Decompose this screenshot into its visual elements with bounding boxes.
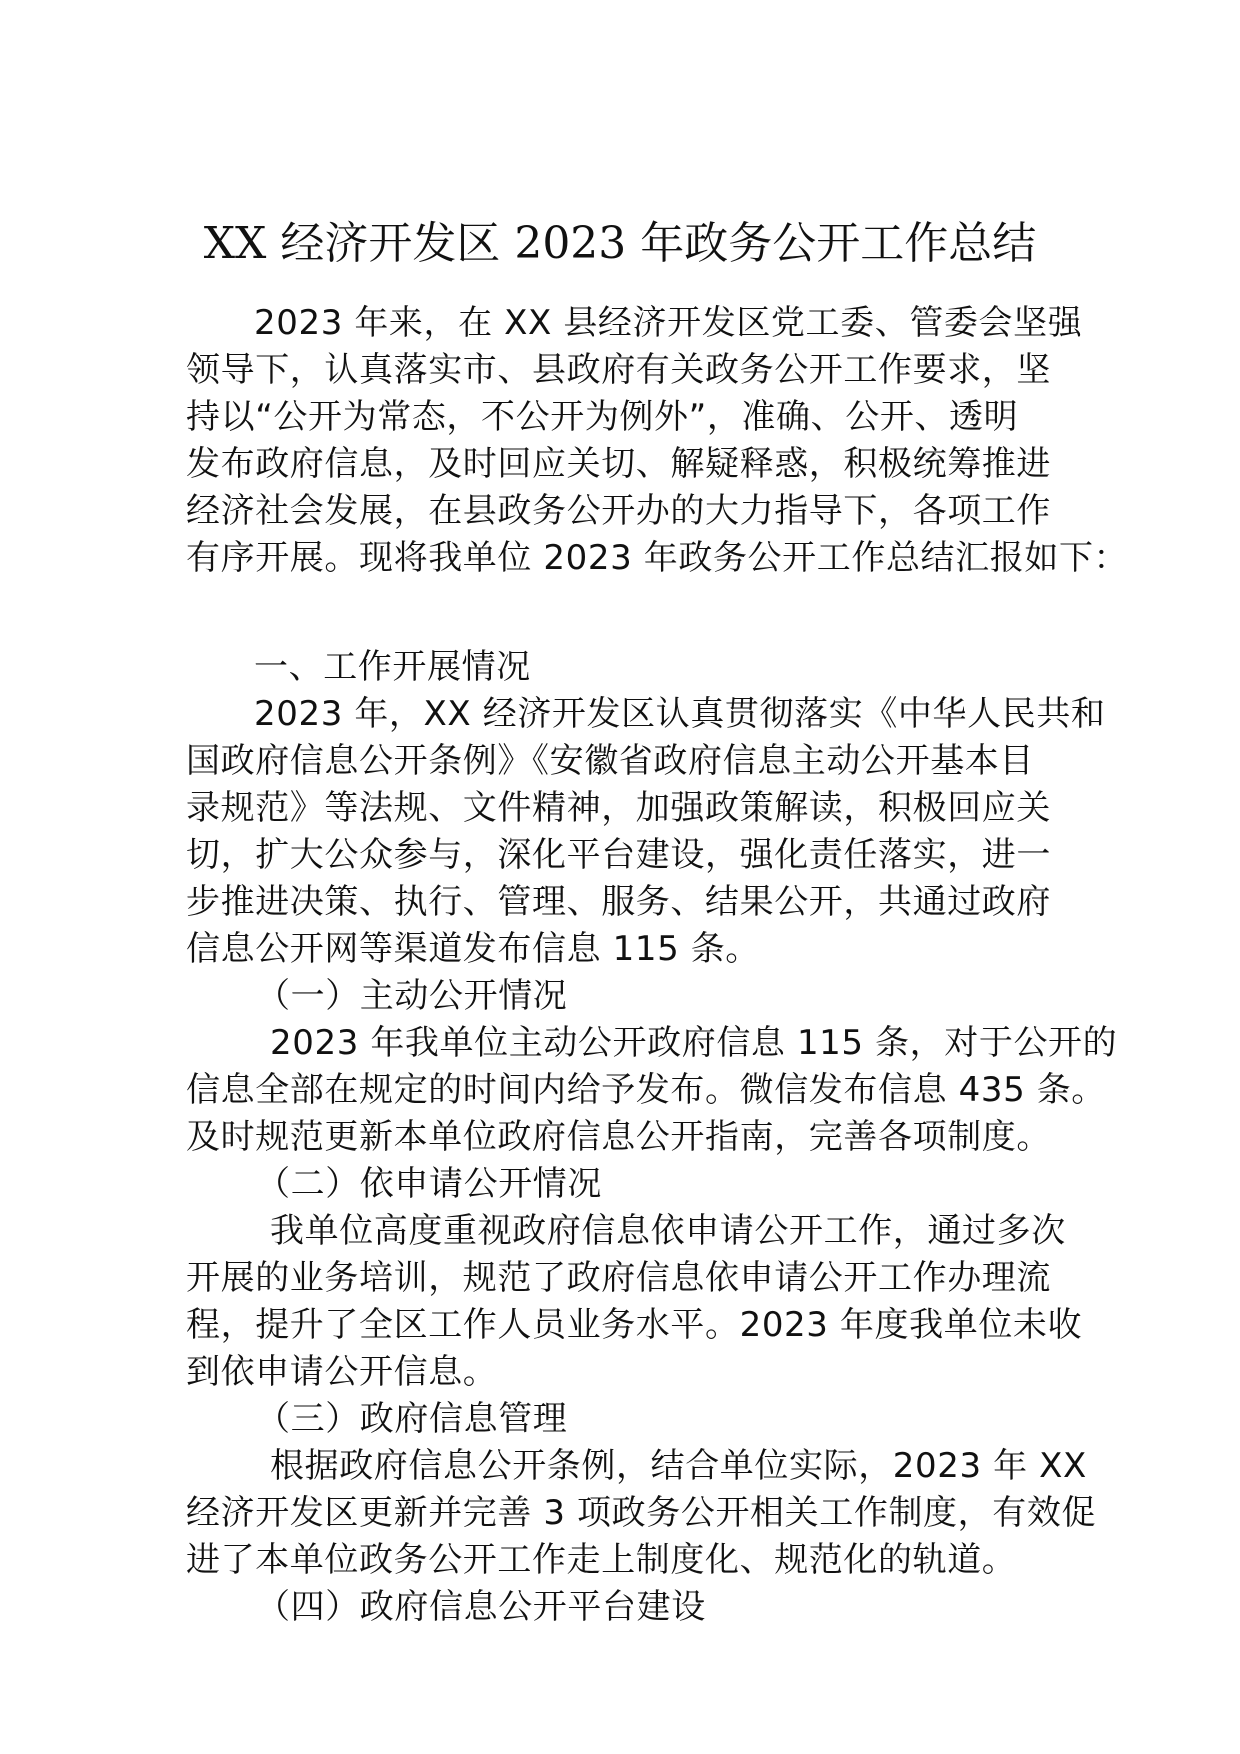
- paragraph-line: 发布政府信息，及时回应关切、解疑释惑，积极统筹推进: [186, 444, 1051, 484]
- subsection-platform-construction: [186, 1584, 1076, 1631]
- paragraph-line: 根据政府信息公开条例，结合单位实际，2023 年 XX: [270, 1446, 1087, 1486]
- paragraph-line: 到依申请公开信息。: [186, 1352, 498, 1392]
- paragraph-line: 信息全部在规定的时间内给予发布。微信发布信息 435 条。: [186, 1070, 1106, 1110]
- paragraph-line: 步推进决策、执行、管理、服务、结果公开，共通过政府: [186, 882, 1051, 922]
- paragraph-line: 程，提升了全区工作人员业务水平。2023 年度我单位未收: [186, 1305, 1083, 1345]
- intro-paragraph: [186, 300, 1129, 582]
- paragraph-line: 国政府信息公开条例》《安徽省政府信息主动公开基本目: [186, 741, 1034, 781]
- subsection-heading: （一）主动公开情况: [256, 976, 568, 1016]
- subsection-application-disclosure: [186, 1161, 1083, 1396]
- subsection-heading: （二）依申请公开情况: [256, 1164, 602, 1204]
- paragraph-line: 2023 年来，在 XX 县经济开发区党工委、管委会坚强: [254, 303, 1083, 343]
- paragraph-line: 进了本单位政务公开工作走上制度化、规范化的轨道。: [186, 1540, 1017, 1580]
- paragraph-line: 信息公开网等渠道发布信息 115 条。: [186, 929, 760, 969]
- paragraph-line: 我单位高度重视政府信息依申请公开工作，通过多次: [270, 1211, 1066, 1251]
- paragraph-line: 切，扩大公众参与，深化平台建设，强化责任落实，进一: [186, 835, 1051, 875]
- subsection-proactive-disclosure: [186, 973, 1118, 1161]
- paragraph-line: 经济社会发展，在县政务公开办的大力指导下，各项工作: [186, 491, 1051, 531]
- paragraph-line: 2023 年，XX 经济开发区认真贯彻落实《中华人民共和: [254, 694, 1106, 734]
- subsection-heading: （三）政府信息管理: [256, 1399, 568, 1439]
- subsection-heading: （四）政府信息公开平台建设: [256, 1587, 706, 1627]
- section-heading: 一、工作开展情况: [254, 647, 531, 687]
- paragraph-line: 录规范》等法规、文件精神，加强政策解读，积极回应关: [186, 788, 1051, 828]
- paragraph-line: 领导下，认真落实市、县政府有关政务公开工作要求，坚: [186, 350, 1051, 390]
- document-title: XX 经济开发区 2023 年政务公开工作总结: [203, 218, 1037, 269]
- paragraph-line: 经济开发区更新并完善 3 项政务公开相关工作制度，有效促: [186, 1493, 1097, 1533]
- paragraph-line: 持以“公开为常态，不公开为例外”，准确、公开、透明: [186, 397, 1019, 437]
- subsection-information-management: [186, 1396, 1097, 1584]
- paragraph-line: 有序开展。现将我单位 2023 年政务公开工作总结汇报如下：: [186, 538, 1129, 578]
- paragraph-line: 2023 年我单位主动公开政府信息 115 条，对于公开的: [270, 1023, 1118, 1063]
- paragraph-line: 开展的业务培训，规范了政府信息依申请公开工作办理流: [186, 1258, 1051, 1298]
- section-work-progress: [186, 644, 1106, 973]
- paragraph-line: 及时规范更新本单位政府信息公开指南，完善各项制度。: [186, 1117, 1051, 1157]
